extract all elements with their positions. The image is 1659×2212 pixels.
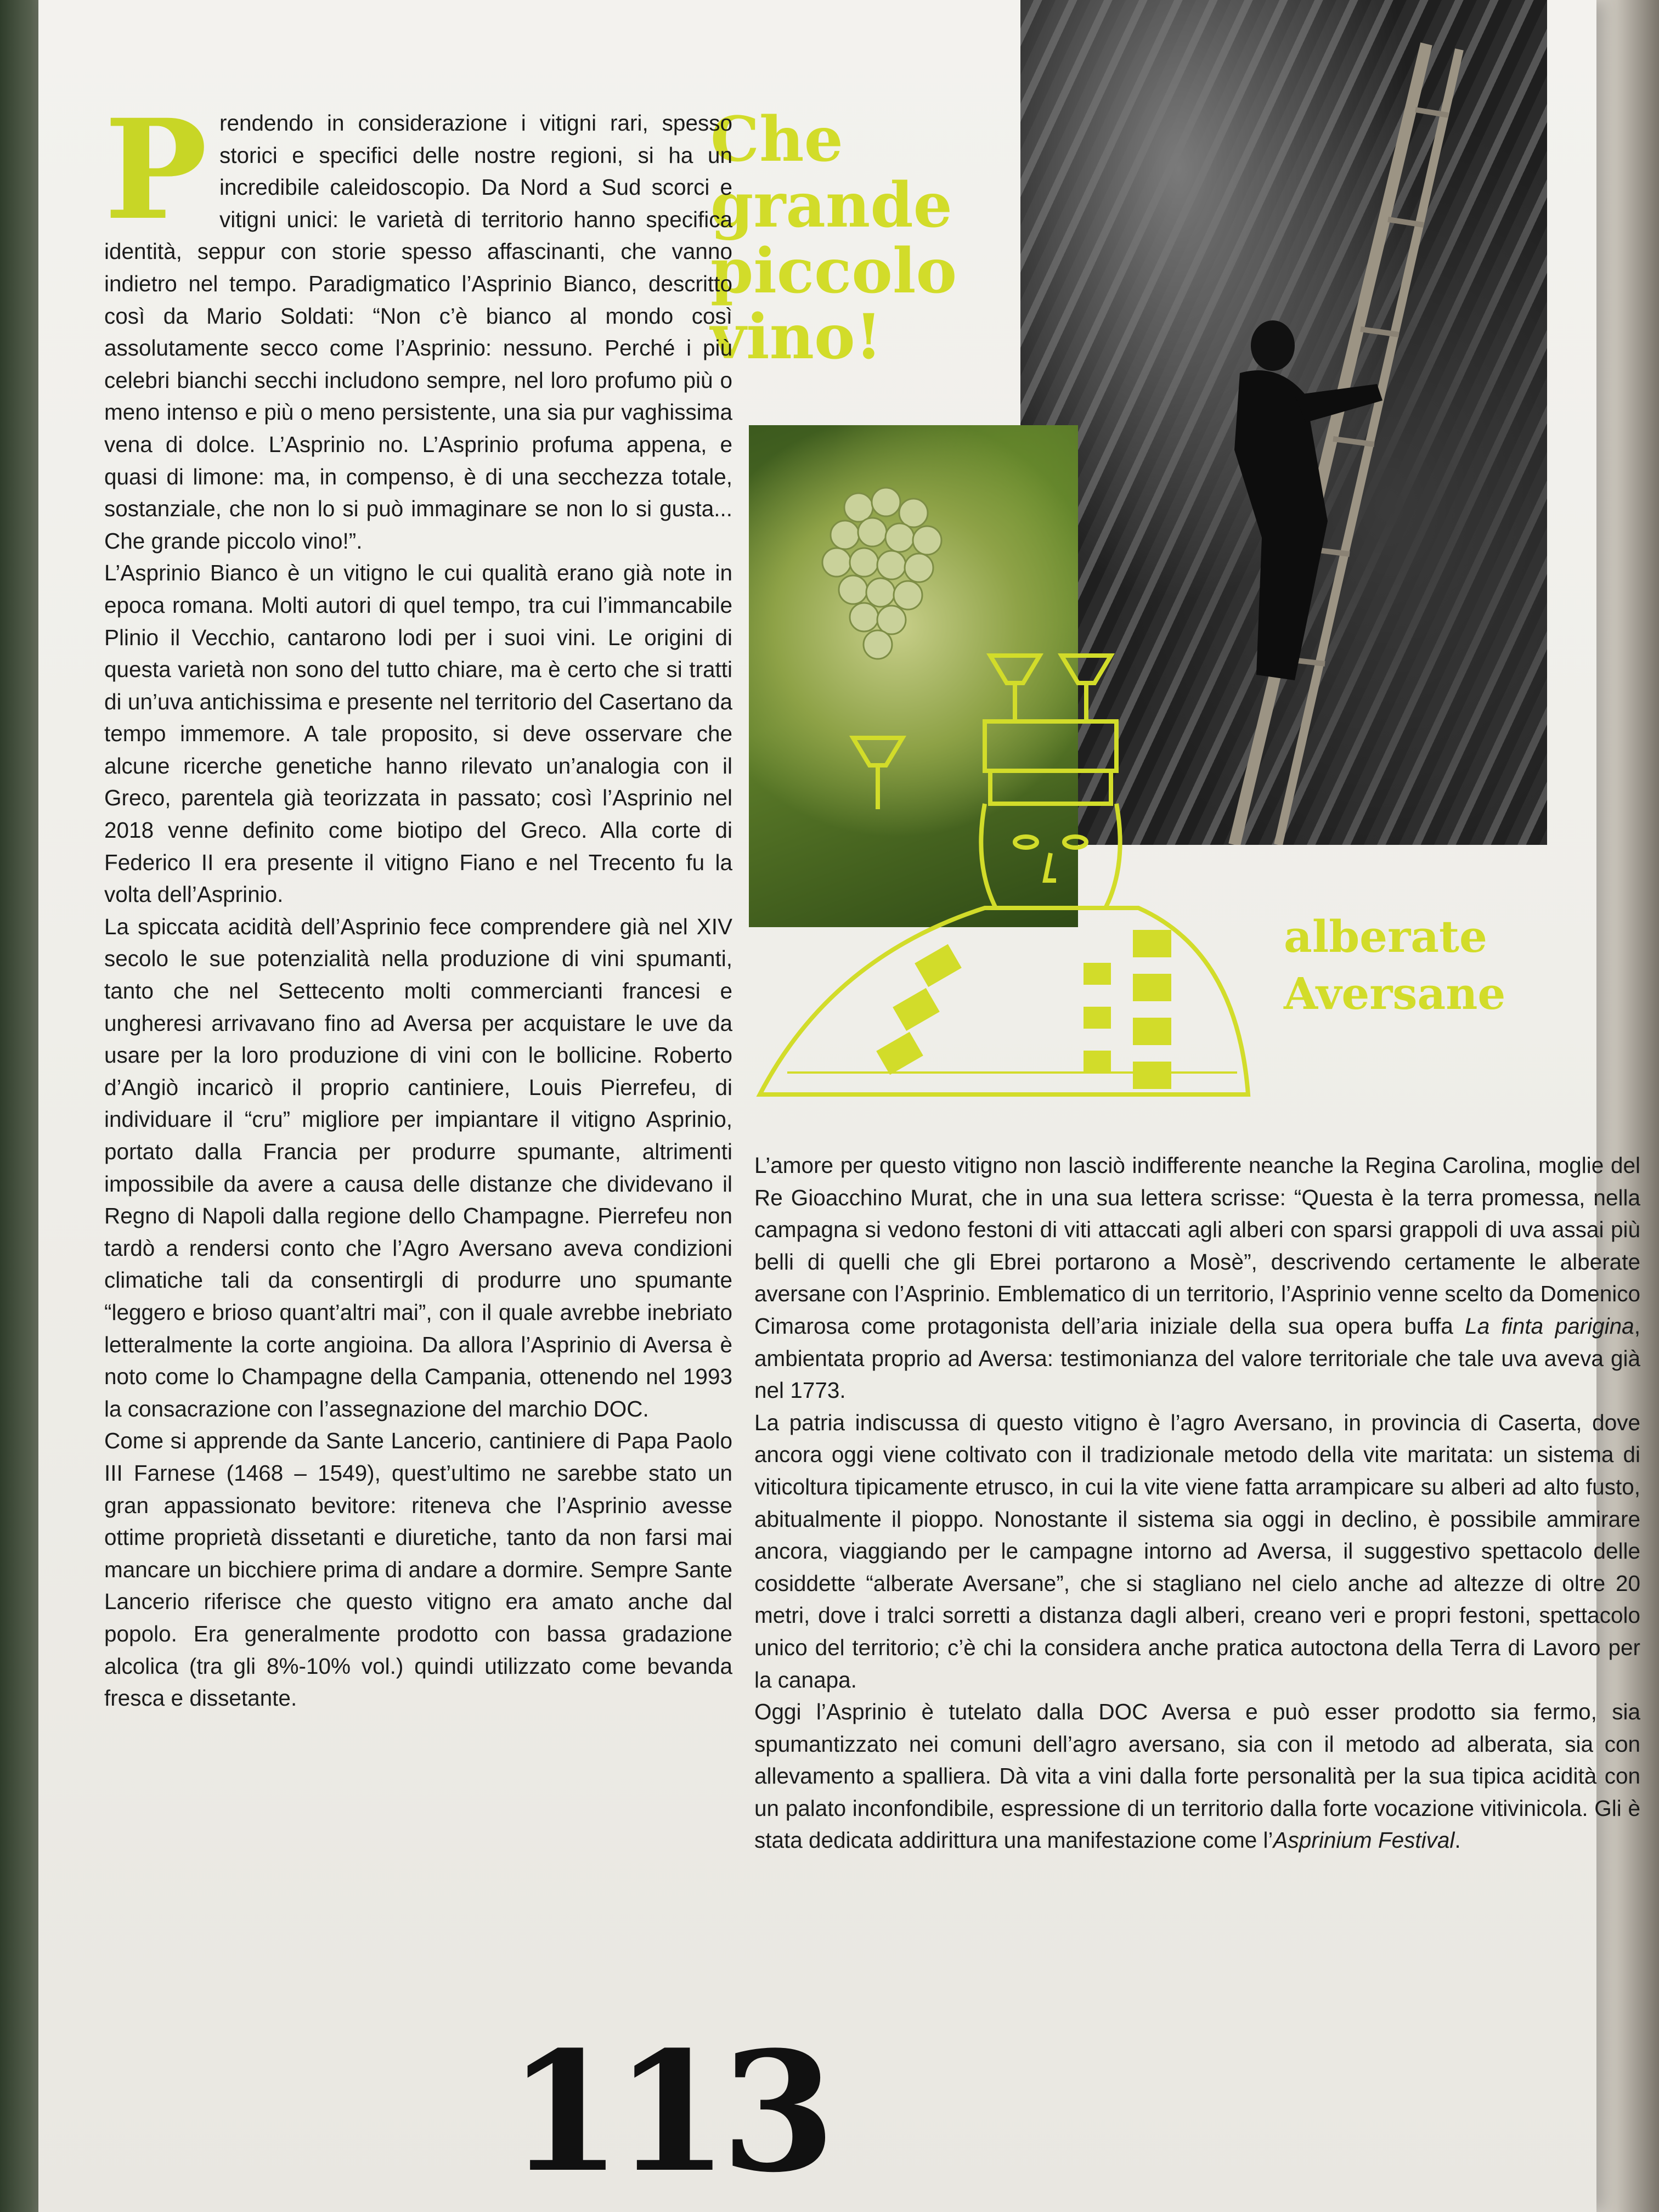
- paragraph: [754, 1149, 1640, 1407]
- article-headline: Che grande piccolo vino!: [710, 104, 957, 373]
- article-subheadline: alberate Aversane: [1284, 911, 1506, 1019]
- opera-title: La finta parigina: [1465, 1313, 1634, 1339]
- paragraph-text: L’amore per questo vitigno non lasciò indifferente neanche la Regina Carolina, moglie del Re Gioacchino Murat, che in una sua lettera scrisse: “Questa è la terra promessa, nella campagna si vedono festoni di viti attaccati agli alberi con sparsi grappoli di uva assai più belli di quelli che gli Ebrei portarono a Mosè”, descrivendo certamente le alberate aversane con l’Asprinio. Emblematico di un territorio, l’Asprinio venne scelto da Domenico Cimarosa come protagonista dell’aria iniziale della sua opera buffa: [754, 1153, 1640, 1339]
- left-text-column: [104, 89, 732, 1714]
- paragraph: La spiccata acidità dell’Asprinio fece comprendere già nel XIV secolo le sue potenzialità nella produzione di vini spumanti, tanto che nel Settecento molti commercianti francesi e ungheresi arrivavano fino ad Aversa per acquistare le uve da usare per la loro produzione di vini con le bollicine. Roberto d’Angiò incaricò il proprio cantiniere, Louis Pierrefeu, di individuare il “cru” migliore per impiantare il vitigno Asprinio, portato dalla Francia per produrre spumante, altrimenti impossibile da avere a causa delle distanze che dividevano il Regno di Napoli dalla regione dello Champagne. Pierrefeu non tardò a rendersi conto che l’Agro Aversano aveva condizioni climatiche tali da consentirgli di produrre uno spumante “leggero e brioso quant’altri mai”, con il quale avrebbe inebriato letteralmente la corte angioina. Da allora l’Asprinio di Aversa è noto come lo Champagne della Campania, ottenendo nel 1993 la consacrazione con l’assegnazione del marchio DOC.: [104, 913, 732, 1421]
- drop-cap: P: [104, 89, 207, 250]
- page-number: 113: [507, 2015, 828, 2209]
- paragraph: Come si apprende da Sante Lancerio, cantiniere di Papa Paolo III Farnese (1468 – 1549), quest’ultimo ne sarebbe stato un gran appassionato bevitore: riteneva che l’Asprinio avesse ottime proprietà dissetanti e diuretiche, tanto da non farsi mai mancare un bicchiere prima di andare a dormire. Sempre Sante Lancerio riferisce che questo vitigno era amato anche dal popolo. Era generalmente prodotto con bassa gradazione alcolica (tra gli 8%-10% vol.) quindi utilizzato come bevanda fresca e dissetante.: [104, 1428, 732, 1711]
- paragraph: [104, 89, 732, 557]
- festival-name: Asprinium Festival: [1273, 1827, 1455, 1853]
- magazine-page: [38, 0, 1640, 2212]
- paragraph: [754, 1696, 1640, 1857]
- background-right-edge: [1588, 0, 1659, 2212]
- paragraph-text: rendendo in considerazione i vitigni rari, spesso storici e specifici delle nostre regioni, si ha un incredibile caleidoscopio. Da Nord a Sud scorci e vitigni unici: le varietà di territorio hanno specifica identità, seppur con storie spesso affascinanti, che vanno indietro nel tempo. Paradigmatico l’Asprinio Bianco, descritto così da Mario Soldati: “Non c’è bianco al mondo così assolutamente secco come l’Asprinio: nessuno. Perché i più celebri bianchi secchi includono sempre, nel loro profumo più o meno intenso e più o meno persistente, una sia pur vaghissima vena di dolce. L’Asprinio no. L’Asprinio profuma appena, e quasi di limone: ma, in compenso, è di una secchezza totale, sostanziale, che non lo si può immaginare se non lo si gusta... Che grande piccolo vino!”.: [104, 110, 732, 554]
- paragraph-text: , ambientata proprio ad Aversa: testimonianza del valore territoriale che tale uva aveva già nel 1773.: [754, 1313, 1640, 1403]
- king-card-illustration: [754, 601, 1259, 1122]
- paragraph-text: Oggi l’Asprinio è tutelato dalla DOC Aversa e può esser prodotto sia fermo, sia spumantizzato nei comuni dell’agro aversano, sia con il metodo ad alberata, sia con allevamento a spalliera. Dà vita a vini dalla forte personalità per la sua tipica acidità con un palato inconfondibile, espressione di un territorio dalla forte vocazione vitivinicola. Gli è stata dedicata addirittura una manifestazione come l’: [754, 1699, 1640, 1853]
- paragraph-text: .: [1454, 1827, 1461, 1853]
- paragraph: L’Asprinio Bianco è un vitigno le cui qualità erano già note in epoca romana. Molti autori di quel tempo, tra cui l’immancabile Plinio il Vecchio, cantarono lodi per i suoi vini. Le origini di questa varietà non sono del tutto chiare, ma è certo che si tratti di un’uva antichissima e presente nel territorio del Casertano da tempo immemore. A tale proposito, si deve osservare che alcune ricerche genetiche hanno rilevato un’analogia con il Greco, parentela già teorizzata in passato; così l’Asprinio nel 2018 venne definito come biotipo del Greco. Alla corte di Federico II era presente il vitigno Fiano e nel Trecento fu la volta dell’Asprinio.: [104, 560, 732, 907]
- king-playing-card-icon: [754, 601, 1259, 1122]
- right-text-column: [754, 1149, 1640, 1857]
- paragraph: La patria indiscussa di questo vitigno è l’agro Aversano, in provincia di Caserta, dove ancora oggi viene coltivato con il tradizionale metodo della vite maritata: un sistema di viticoltura tipicamente etrusco, in cui la vite viene fatta arrampicare su alberi ad alto fusto, abitualmente il pioppo. Nonostante il sistema sia oggi in declino, è possibile ammirare ancora, viaggiando per le campagne intorno ad Aversa, il suggestivo spettacolo delle cosiddette “alberate Aversane”, che si stagliano nel cielo anche ad altezze di oltre 20 metri, dove i tralci sorretti a distanza dagli alberi, creano veri e propri festoni, spettacolo unico del territorio; c’è chi la considera anche pratica autoctona della Terra di Lavoro per la canapa.: [754, 1409, 1640, 1692]
